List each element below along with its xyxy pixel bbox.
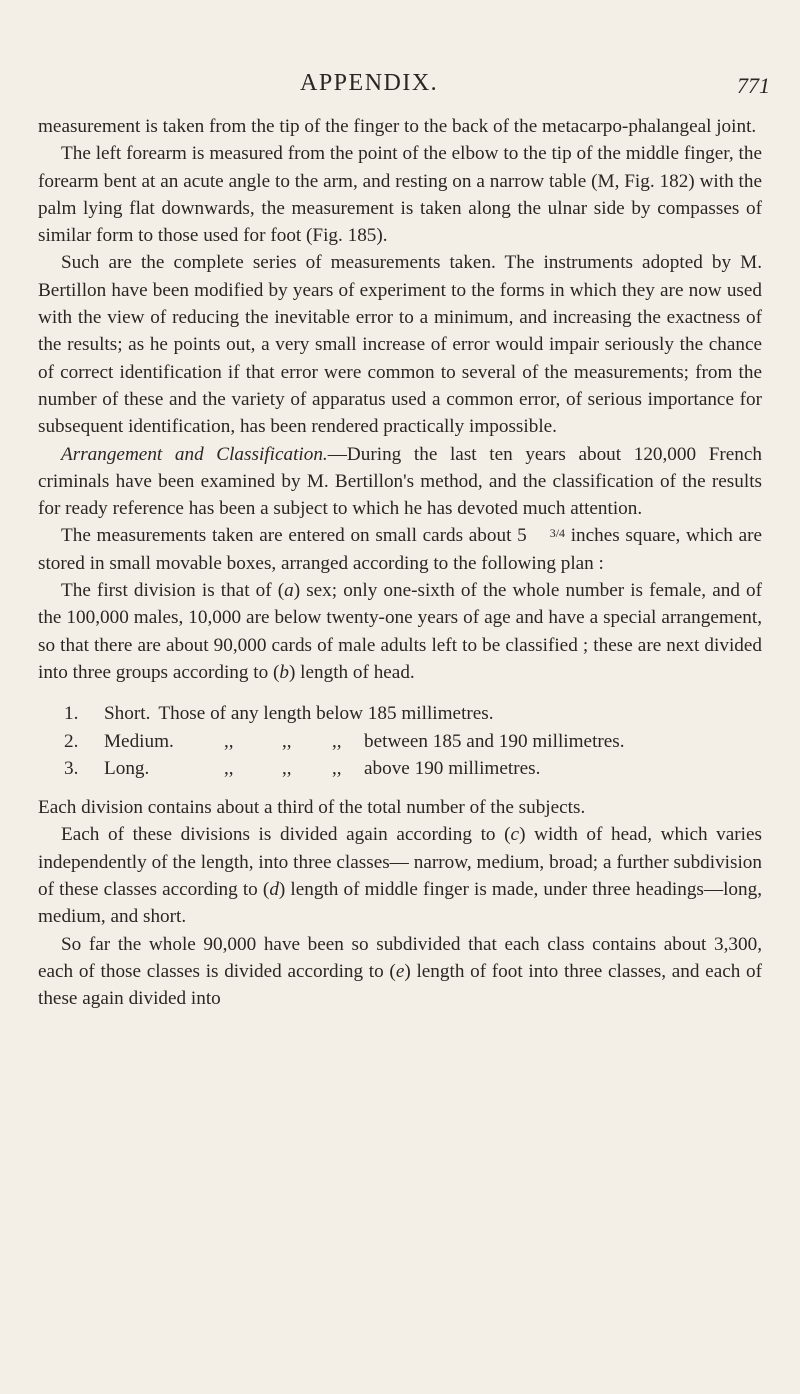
width-text-b: ) width of head, which varies independently of the length, into three classes— narrow, medium, broad; a further subdivision of these classes according to ( bbox=[38, 824, 762, 901]
list-item bbox=[38, 728, 762, 755]
list-item-number: 3. bbox=[64, 757, 79, 779]
list-item-range: between 185 and 190 millimetres. bbox=[364, 730, 625, 752]
paragraph-sex-division bbox=[38, 577, 762, 686]
list-item-label: Medium. bbox=[104, 730, 174, 752]
list-item-number: 1. bbox=[64, 703, 79, 725]
paragraph-instruments: Such are the complete series of measurements taken. The instruments adopted by M. Bertillon have been modified by years of experiment to the forms in which they are now used with the view of reducing the inevitable error to a minimum, and increasing the exactness of the results; as he points out, a very small increase of error would impair seriously the chance of correct identification if that error were common to several of the measurements; from the number of these and the variety of apparatus used a common error, of serious importance for subsequent identification, has been rendered practically impossible. bbox=[38, 252, 762, 438]
letter-d: d bbox=[269, 879, 279, 901]
width-text-c: ) length of middle finger is made, under three headings—long, medium, and short. bbox=[38, 879, 762, 928]
sex-division-text-a: The first division is that of ( bbox=[61, 580, 285, 602]
letter-e: e bbox=[395, 960, 405, 982]
ditto-mark: ,, bbox=[282, 757, 292, 779]
list-item bbox=[38, 755, 762, 782]
letter-a: a bbox=[284, 580, 294, 602]
cards-text-after: inches square, which are stored in small movable boxes, arranged according to the following plan : bbox=[38, 525, 762, 574]
paragraph-each-division: Each division contains about a third of the total number of the subjects. bbox=[38, 797, 586, 819]
head-length-list bbox=[38, 700, 762, 782]
list-item bbox=[38, 700, 762, 727]
ditto-mark: ,, bbox=[224, 730, 234, 752]
foot-text-b: ) length of foot into three classes, and each of these again divided into bbox=[38, 960, 762, 1010]
list-item-range: Those of any length below 185 millimetres. bbox=[158, 703, 494, 725]
cards-text-before: The measurements taken are entered on small cards about 5 bbox=[61, 525, 527, 547]
running-title: APPENDIX. bbox=[300, 70, 439, 96]
list-item-label: Short. bbox=[104, 703, 151, 725]
paragraph-foot-length bbox=[38, 931, 762, 1013]
letter-c: c bbox=[510, 824, 520, 846]
paragraph-hand-measurement: measurement is taken from the tip of the finger to the back of the metacarpo-phalangeal joint. bbox=[38, 116, 757, 137]
sex-division-text-c: ) length of head. bbox=[288, 661, 415, 683]
list-item-label: Long. bbox=[104, 757, 150, 779]
fraction-three-quarters: 3/4 bbox=[549, 526, 566, 541]
sex-division-text-b: ) sex; only one-sixth of the whole number is female, and of the 100,000 males, 10,000 are below twenty-one years of age and have a special arrangement, so that there are about 90,000 cards of male adults left to be classified ; these are next divided into three groups according to ( bbox=[38, 580, 762, 683]
paragraph-arrangement bbox=[38, 441, 762, 523]
ditto-mark: ,, bbox=[224, 757, 234, 779]
section-heading: Arrangement and Classification. bbox=[61, 443, 328, 465]
width-text-a: Each of these divisions is divided again according to ( bbox=[61, 824, 511, 846]
ditto-mark: ,, bbox=[282, 730, 292, 752]
paragraph-cards bbox=[38, 522, 762, 577]
list-item-range: above 190 millimetres. bbox=[364, 757, 541, 779]
paragraph-width-of-head bbox=[38, 821, 762, 930]
ditto-mark: ,, bbox=[332, 757, 342, 779]
foot-text-a: So far the whole 90,000 have been so subdivided that each class contains about 3,300, each of those classes is divided according to ( bbox=[38, 933, 762, 982]
ditto-mark: ,, bbox=[332, 730, 342, 752]
body-text bbox=[38, 113, 762, 1013]
page-number: 771 bbox=[737, 73, 770, 98]
arrangement-body: —During the last ten years about 120,000 French criminals have been examined by M. Bertillon's method, and the classification of the results for ready reference has been a subject to which he has devoted much attention. bbox=[38, 443, 763, 520]
running-head bbox=[0, 70, 800, 100]
paragraph-forearm: The left forearm is measured from the point of the elbow to the tip of the middle finger, the forearm bent at an acute angle to the arm, and resting on a narrow table (M, Fig. 182) with the palm lying flat downwards, the measurement is taken along the ulnar side by compasses of similar form to those used for foot (Fig. 185). bbox=[38, 143, 762, 247]
list-item-number: 2. bbox=[64, 730, 79, 752]
letter-b: b bbox=[279, 661, 289, 683]
